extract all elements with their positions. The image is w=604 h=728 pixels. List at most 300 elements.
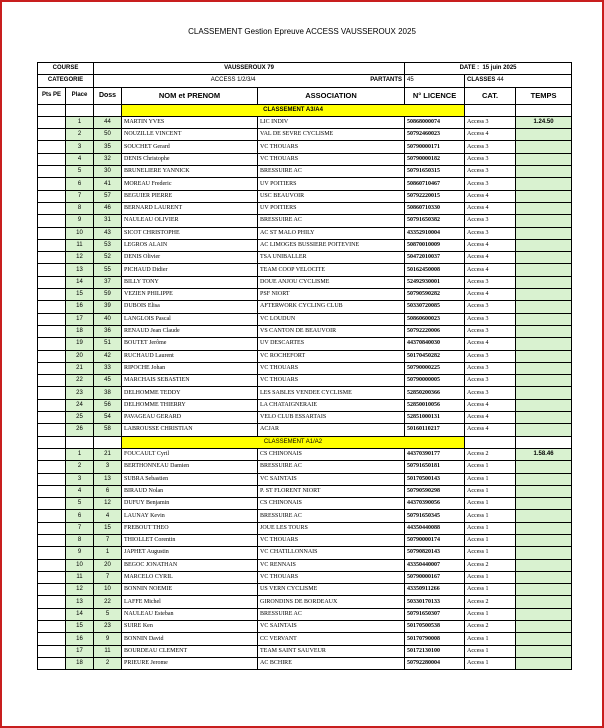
doss-cell: 43 [94,227,122,239]
doss-cell: 58 [94,424,122,436]
pts-pe-cell [38,227,66,239]
cat-cell: Access 1 [465,510,516,522]
pts-pe-cell [38,350,66,362]
section-header-row [38,436,572,448]
cat-cell: Access 1 [465,473,516,485]
table-row [38,313,572,325]
table-row [38,227,572,239]
association-cell: VC THOUARS [258,362,405,374]
classes-label: CLASSES [467,77,496,84]
doss-cell: 12 [94,498,122,510]
name-cell: PAVAGEAU GERARD [122,412,258,424]
association-cell: LES SABLES VENDEE CYCLISME [258,387,405,399]
temps-cell [516,485,572,497]
table-row [38,338,572,350]
course-value: VAUSSEROUX 79 [94,63,405,75]
temps-cell [516,645,572,657]
section-spacer [94,436,122,448]
name-cell: MARCELO CYRIL [122,571,258,583]
temps-cell [516,276,572,288]
licence-cell: 50791650181 [405,461,465,473]
section-spacer [516,104,572,116]
temps-cell [516,399,572,411]
licence-cell: 50791650307 [405,608,465,620]
licence-cell: 50790000005 [405,375,465,387]
doss-cell: 32 [94,153,122,165]
licence-cell: 50170500143 [405,473,465,485]
name-cell: LAUNAY Kevin [122,510,258,522]
licence-cell: 50160110217 [405,424,465,436]
licence-cell: 50792280004 [405,657,465,669]
pts-pe-cell [38,166,66,178]
table-row [38,473,572,485]
name-cell: SUBRA Sebastien [122,473,258,485]
temps-cell [516,657,572,669]
pts-pe-cell [38,215,66,227]
licence-cell: 52850010056 [405,399,465,411]
place-cell: 7 [66,522,94,534]
cat-cell: Access 3 [465,141,516,153]
cat-cell: Access 1 [465,534,516,546]
temps-cell [516,522,572,534]
cat-cell: Access 3 [465,387,516,399]
temps-cell [516,510,572,522]
cat-cell: Access 1 [465,522,516,534]
pts-pe-cell [38,202,66,214]
pts-pe-cell [38,498,66,510]
licence-cell: 50870010009 [405,239,465,251]
table-row [38,166,572,178]
doss-cell: 30 [94,166,122,178]
name-cell: BEGOC JONATHAN [122,559,258,571]
section-spacer [94,104,122,116]
name-cell: SICOT CHRISTOPHE [122,227,258,239]
place-cell: 19 [66,338,94,350]
temps-cell: 1.24.50 [516,116,572,128]
pts-pe-cell [38,473,66,485]
col-nom: NOM et PRENOM [122,87,258,104]
licence-cell: 50790590298 [405,485,465,497]
classes-cell [465,75,572,87]
name-cell: THIOLLET Corentin [122,534,258,546]
association-cell: TEAM SAINT SAUVEUR [258,645,405,657]
licence-cell: 50170790008 [405,633,465,645]
cat-cell: Access 1 [465,584,516,596]
temps-cell [516,141,572,153]
place-cell: 26 [66,424,94,436]
place-cell: 12 [66,252,94,264]
doss-cell: 3 [94,461,122,473]
cat-cell: Access 1 [465,608,516,620]
name-cell: BOURDEAU CLEMENT [122,645,258,657]
association-cell: VC THOUARS [258,153,405,165]
doss-cell: 2 [94,657,122,669]
pts-pe-cell [38,522,66,534]
doss-cell: 7 [94,534,122,546]
name-cell: RUCHAUD Laurent [122,350,258,362]
temps-cell [516,215,572,227]
place-cell: 16 [66,301,94,313]
place-cell: 14 [66,608,94,620]
temps-cell [516,301,572,313]
temps-cell [516,633,572,645]
name-cell: NAULEAU Esteban [122,608,258,620]
place-cell: 1 [66,116,94,128]
temps-cell [516,252,572,264]
licence-cell: 50472010037 [405,252,465,264]
cat-cell: Access 3 [465,325,516,337]
association-cell: VC CHATILLONNAIS [258,547,405,559]
section-spacer [465,104,516,116]
pts-pe-cell [38,387,66,399]
col-licence: N° LICENCE [405,87,465,104]
place-cell: 8 [66,202,94,214]
licence-cell: 50792220015 [405,190,465,202]
table-row [38,498,572,510]
association-cell: VC THOUARS [258,534,405,546]
temps-cell [516,584,572,596]
licence-cell: 43352910004 [405,227,465,239]
col-association: ASSOCIATION [258,87,405,104]
table-row [38,239,572,251]
temps-cell [516,129,572,141]
temps-cell [516,202,572,214]
place-cell: 10 [66,559,94,571]
place-cell: 1 [66,448,94,460]
cat-cell: Access 3 [465,166,516,178]
table-row [38,325,572,337]
results-table [37,62,572,670]
place-cell: 4 [66,153,94,165]
doss-cell: 20 [94,559,122,571]
name-cell: FOUCAULT Cyril [122,448,258,460]
doss-cell: 4 [94,510,122,522]
association-cell: LA CHATAIGNERAIE [258,399,405,411]
pts-pe-cell [38,325,66,337]
pts-pe-cell [38,448,66,460]
classes-value: 44 [497,77,504,84]
pts-pe-cell [38,289,66,301]
pts-pe-cell [38,461,66,473]
name-cell: BILLY TONY [122,276,258,288]
licence-cell: 43350911266 [405,584,465,596]
cat-cell: Access 4 [465,252,516,264]
cat-cell: Access 2 [465,448,516,460]
cat-cell: Access 3 [465,350,516,362]
place-cell: 15 [66,289,94,301]
table-row [38,485,572,497]
place-cell: 11 [66,239,94,251]
place-cell: 20 [66,350,94,362]
temps-cell [516,571,572,583]
col-pts-pe: Pts PE [38,87,66,104]
doss-cell: 1 [94,547,122,559]
name-cell: DENIS Christophe [122,153,258,165]
table-row [38,399,572,411]
place-cell: 18 [66,657,94,669]
categorie-value [94,75,405,87]
cat-cell: Access 3 [465,215,516,227]
place-cell: 24 [66,399,94,411]
pts-pe-cell [38,645,66,657]
date-label: DATE : [459,65,480,72]
name-cell: DELHOMME THIERRY [122,399,258,411]
pts-pe-cell [38,559,66,571]
pts-pe-cell [38,633,66,645]
name-cell: LANGLOIS Pascal [122,313,258,325]
table-row [38,153,572,165]
pts-pe-cell [38,547,66,559]
doss-cell: 57 [94,190,122,202]
table-row [38,522,572,534]
name-cell: BRUNELIERE YANNICK [122,166,258,178]
table-row [38,276,572,288]
temps-cell [516,498,572,510]
table-row [38,301,572,313]
temps-cell [516,412,572,424]
pts-pe-cell [38,657,66,669]
association-cell: AC LIMOGES BUSSIERE POITEVINE [258,239,405,251]
doss-cell: 53 [94,239,122,251]
pts-pe-cell [38,596,66,608]
name-cell: DENIS Olivier [122,252,258,264]
association-cell: P. ST FLORENT NIORT [258,485,405,497]
pts-pe-cell [38,485,66,497]
cat-cell: Access 1 [465,633,516,645]
temps-cell: 1.58.46 [516,448,572,460]
cat-cell: Access 1 [465,485,516,497]
cat-cell: Access 4 [465,129,516,141]
table-row [38,534,572,546]
association-cell: AC BCHIRE [258,657,405,669]
document-title: CLASSEMENT Gestion Epreuve ACCESS VAUSSEROUX 2025 [188,27,416,36]
pts-pe-cell [38,276,66,288]
licence-cell: 50792460023 [405,129,465,141]
doss-cell: 41 [94,178,122,190]
place-cell: 17 [66,313,94,325]
licence-cell: 50791650382 [405,215,465,227]
section-spacer [465,436,516,448]
place-cell: 11 [66,571,94,583]
temps-cell [516,166,572,178]
licence-cell: 44350440088 [405,522,465,534]
partants-value: 45 [405,75,465,87]
licence-cell: 50170450282 [405,350,465,362]
table-row [38,362,572,374]
licence-cell: 50790590282 [405,289,465,301]
temps-cell [516,178,572,190]
cat-cell: Access 4 [465,202,516,214]
col-cat: CAT. [465,87,516,104]
table-row [38,608,572,620]
place-cell: 12 [66,584,94,596]
table-row [38,116,572,128]
licence-cell: 50860710467 [405,178,465,190]
place-cell: 22 [66,375,94,387]
col-doss: Doss [94,87,122,104]
table-row [38,621,572,633]
cat-cell: Access 4 [465,190,516,202]
doss-cell: 33 [94,362,122,374]
doss-cell: 45 [94,375,122,387]
temps-cell [516,239,572,251]
place-cell: 3 [66,141,94,153]
name-cell: RIPOCHE Johan [122,362,258,374]
cat-cell: Access 1 [465,461,516,473]
place-cell: 3 [66,473,94,485]
pts-pe-cell [38,338,66,350]
table-row [38,289,572,301]
doss-cell: 23 [94,621,122,633]
licence-cell: 50790820143 [405,547,465,559]
table-row [38,141,572,153]
temps-cell [516,227,572,239]
temps-cell [516,289,572,301]
cat-cell: Access 4 [465,264,516,276]
temps-cell [516,362,572,374]
doss-cell: 54 [94,412,122,424]
table-row [38,412,572,424]
pts-pe-cell [38,424,66,436]
licence-cell: 44370390056 [405,498,465,510]
table-row [38,387,572,399]
doss-cell: 6 [94,485,122,497]
name-cell: BONNIN David [122,633,258,645]
place-cell: 14 [66,276,94,288]
place-cell: 13 [66,596,94,608]
licence-cell: 50790000174 [405,534,465,546]
doss-cell: 15 [94,522,122,534]
cat-cell: Access 4 [465,399,516,411]
licence-cell: 50790000182 [405,153,465,165]
name-cell: FREBOUT THEO [122,522,258,534]
doss-cell: 51 [94,338,122,350]
association-cell: AFTERWORK CYCLING CLUB [258,301,405,313]
section-header-row [38,104,572,116]
cat-cell: Access 4 [465,412,516,424]
table-row [38,252,572,264]
course-row [38,63,572,75]
name-cell: NAULEAU OLIVIER [122,215,258,227]
name-cell: PICHAUD Didier [122,264,258,276]
name-cell: DUFUY Benjamin [122,498,258,510]
doss-cell: 50 [94,129,122,141]
doss-cell: 42 [94,350,122,362]
pts-pe-cell [38,584,66,596]
association-cell: TEAM COOP VELOCITE [258,264,405,276]
licence-cell: 50868000074 [405,116,465,128]
temps-cell [516,387,572,399]
name-cell: BEGUIER PIERRE [122,190,258,202]
temps-cell [516,190,572,202]
association-cell: BRESSUIRE AC [258,510,405,522]
association-cell: VELO CLUB ESSARTAIS [258,412,405,424]
place-cell: 6 [66,510,94,522]
doss-cell: 46 [94,202,122,214]
cat-cell: Access 3 [465,375,516,387]
cat-cell: Access 2 [465,596,516,608]
licence-cell: 52851000131 [405,412,465,424]
name-cell: MARCHAIS SEBASTIEN [122,375,258,387]
association-cell: CC VERVANT [258,633,405,645]
doss-cell: 44 [94,116,122,128]
course-label: COURSE [38,63,94,75]
table-row [38,129,572,141]
pts-pe-cell [38,362,66,374]
place-cell: 5 [66,498,94,510]
table-row [38,633,572,645]
categorie-label: CATEGORIE [38,75,94,87]
association-cell: VC THOUARS [258,141,405,153]
cat-cell: Access 3 [465,313,516,325]
temps-cell [516,153,572,165]
name-cell: BONNIN NOEMIE [122,584,258,596]
cat-cell: Access 2 [465,559,516,571]
cat-cell: Access 1 [465,645,516,657]
temps-cell [516,375,572,387]
name-cell: MARTIN YVES [122,116,258,128]
pts-pe-cell [38,608,66,620]
licence-cell: 50162450008 [405,264,465,276]
cat-cell: Access 3 [465,362,516,374]
licence-cell: 50330170133 [405,596,465,608]
association-cell: BRESSUIRE AC [258,215,405,227]
place-cell: 23 [66,387,94,399]
table-row [38,424,572,436]
name-cell: MOREAU Frederic [122,178,258,190]
table-row [38,547,572,559]
pts-pe-cell [38,141,66,153]
licence-cell: 50791650345 [405,510,465,522]
pts-pe-cell [38,510,66,522]
pts-pe-cell [38,301,66,313]
temps-cell [516,424,572,436]
categorie-row [38,75,572,87]
temps-cell [516,461,572,473]
temps-cell [516,325,572,337]
section-title: CLASSEMENT A3/A4 [122,104,465,116]
place-cell: 9 [66,547,94,559]
table-row [38,584,572,596]
pts-pe-cell [38,153,66,165]
doss-cell: 22 [94,596,122,608]
association-cell: VC THOUARS [258,571,405,583]
association-cell: DOUE ANJOU CYCLISME [258,276,405,288]
temps-cell [516,264,572,276]
name-cell: LEGROS ALAIN [122,239,258,251]
doss-cell: 36 [94,325,122,337]
cat-cell: Access 4 [465,338,516,350]
association-cell: BRESSUIRE AC [258,461,405,473]
cat-cell: Access 2 [465,621,516,633]
association-cell: VC SAINTAIS [258,621,405,633]
place-cell: 25 [66,412,94,424]
temps-cell [516,547,572,559]
cat-cell: Access 3 [465,116,516,128]
pts-pe-cell [38,264,66,276]
licence-cell: 50170500538 [405,621,465,633]
name-cell: SUIRE Ken [122,621,258,633]
pts-pe-cell [38,412,66,424]
temps-cell [516,596,572,608]
table-row [38,350,572,362]
cat-cell: Access 3 [465,276,516,288]
association-cell: UV POITIERS [258,178,405,190]
place-cell: 8 [66,534,94,546]
association-cell: VS CANTON DE BEAUVOIR [258,325,405,337]
table-row [38,559,572,571]
association-cell: CS CHINONAIS [258,448,405,460]
